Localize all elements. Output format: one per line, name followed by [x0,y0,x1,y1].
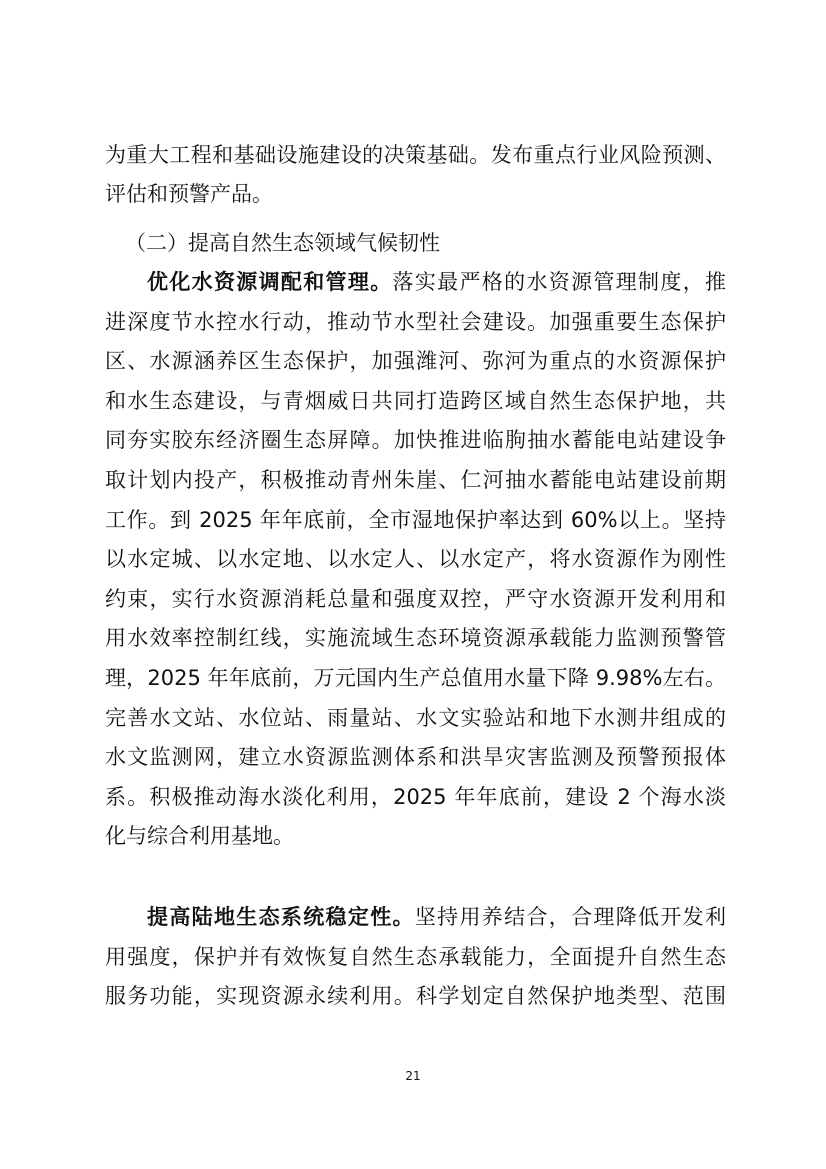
text-line: 化与综合利用基地。 [105,824,294,849]
paragraph-lead: 优化水资源调配和管理。 [147,270,393,294]
text-line: 同夯实胶东经济圈生态屏障。加快推进临朐抽水蓄能电站建设争 [105,428,726,453]
text-line [105,263,726,303]
text-span: 坚持用养结合，合理降低开发利 [414,905,727,929]
text-line: 服务功能，实现资源永续利用。科学划定自然保护地类型、范围 [105,984,726,1009]
text-line: 进深度节水控水行动，推动节水型社会建设。加强重要生态保护 [105,309,726,334]
text-line: 和水生态建设，与青烟威日共同打造跨区域自然生态保护地，共 [105,388,726,413]
text-line: 以水定城、以水定地、以水定人、以水定产，将水资源作为刚性 [105,547,726,572]
text-line: 评估和预警产品。 [105,181,273,206]
text-line: 完善水文站、水位站、雨量站、水文实验站和地下水测井组成的 [105,705,726,730]
text-line: 工作。到 2025 年年底前，全市湿地保护率达到 60%以上。坚持 [105,507,726,532]
text-line [105,898,726,938]
text-line: 约束，实行水资源消耗总量和强度双控，严守水资源开发利用和 [105,586,726,611]
text-span: 落实最严格的水资源管理制度，推 [392,270,727,294]
text-line: 区、水源涵养区生态保护，加强潍河、弥河为重点的水资源保护 [105,349,726,374]
text-line: 用水效率控制红线，实施流域生态环境资源承载能力监测预警管 [105,626,726,651]
text-line: 取计划内投产，积极推动青州朱崖、仁河抽水蓄能电站建设前期 [105,467,726,492]
paragraph-continued [105,136,726,213]
text-line: 系。积极推动海水淡化利用，2025 年年底前，建设 2 个海水淡 [105,784,726,809]
text-line: 用强度，保护并有效恢复自然生态承载能力，全面提升自然生态 [105,944,726,969]
paragraph-lead: 提高陆地生态系统稳定性。 [147,905,415,929]
text-line: 理，2025 年年底前，万元国内生产总值用水量下降 9.98%左右。 [105,665,726,690]
section-heading [105,224,726,263]
text-line: 水文监测网，建立水资源监测体系和洪旱灾害监测及预警预报体 [105,745,726,770]
paragraph-land-ecosystem [105,898,726,1017]
paragraph-water-resources [105,263,726,857]
section-heading-text: （二）提高自然生态领域气候韧性 [125,231,440,255]
text-line: 为重大工程和基础设施建设的决策基础。发布重点行业风险预测、 [105,143,726,167]
page-number: 21 [405,1069,421,1083]
